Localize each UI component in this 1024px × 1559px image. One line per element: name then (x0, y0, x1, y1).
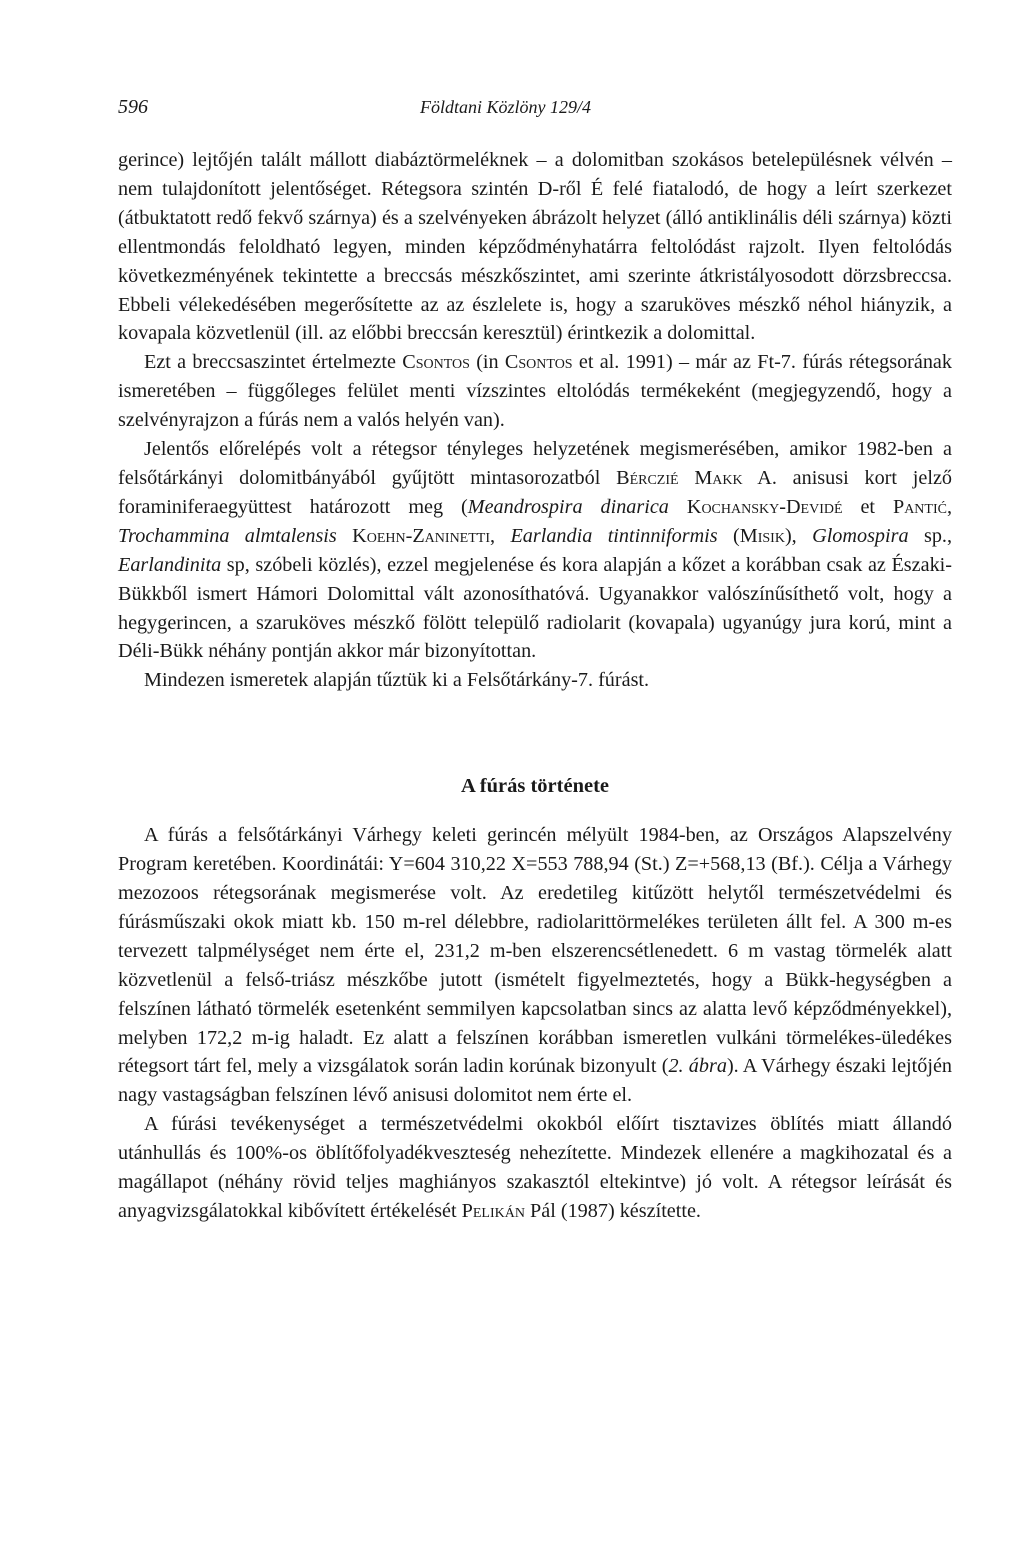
paragraph-drilling-history (118, 821, 952, 1110)
author-name: Bérczié Makk A. (616, 466, 777, 489)
paragraph-text: gerince) lejtőjén talált mállott diabáztörmeléknek – a dolomitban szokásos betelepülésnek vélvén – nem tulajdonított jelentőséget. Rétegsora szintén D-ről É felé fiatalodó, de hogy a leírt szerkezet (átbuktatott redő fekvő szárnya) és a szelvényeken ábrázolt helyzet (álló antiklinális déli szárnya) közti ellentmondás feloldható legyen, minden képződményhatárra feltolódást rajzolt. Ilyen feltolódás következményének tekintette a breccsás mészkőszintet, ami szerinte átkristályosodott dörzsbreccsa. Ebbeli vélekedésében megerősítette az az észlelete is, hogy a szaruköves mészkő néhol hiányzik, a kovapala közvetlenül (ill. az előbbi breccsán keresztül) érintkezik a dolomittal. (118, 149, 952, 345)
page (118, 96, 952, 1226)
taxon-name: Glomospira (812, 524, 909, 547)
text-run: ), (784, 524, 813, 547)
text-run: , (490, 524, 511, 547)
paragraph-drilling-conditions (118, 1110, 952, 1226)
taxon-name: Meandrospira dinarica (467, 495, 669, 518)
paragraph-conclusion (118, 666, 952, 695)
author-name: Csontos (402, 351, 470, 374)
text-run: Jelentős előrelépés volt a rétegsor tényleges helyzetének megismerésében, amikor 1982-ben a felsőtárkányi dolomitbányából gyűjtött mintasorozatból (118, 438, 952, 489)
author-name: Koehn-Zaninetti (352, 524, 490, 547)
text-run: anisusi kort jelző foraminiferaegyüttest határozott meg ( (118, 466, 952, 518)
text-run: Ezt a breccsaszintet értelmezte (144, 351, 403, 374)
text-run: A fúrás a felsőtárkányi Várhegy keleti gerincén mélyült 1984-ben, az Országos Alapszelvény Program keretében. Koordinátái: Y=604 310,22 X=553 788,94 (St.) Z=+568,13 (Bf.). Célja a Várhegy mezozoos rétegsorának megismerése volt. Az eredetileg kitűzött helytől természetvédelmi és fúrásműszaki okok miatt kb. 150 m-rel délebbre, radiolarittörmelékes területen állt fel. A 300 m-es tervezett talpmélységet nem érte el, 231,2 m-ben elszerencsétlenedett. 6 m vastag törmelék alatt közvetlenül a felső-triász mészkőbe jutott (ismételt figyelmeztetés, hogy a Bükk-hegységben a felszínen látható törmelék esetenként semmilyen kapcsolatban sincs az alatta levő képződményekkel), melyben 172,2 m-ig haladt. Ez alatt a felszínen korábban ismeretlen vulkáni törmelékes-üledékes rétegsort tárt fel, mely a vizsgálatok során ladin korúnak bizonyult ( (118, 824, 952, 1078)
author-name: Misik (739, 524, 785, 547)
text-run: et (842, 495, 893, 518)
page-number: 596 (118, 96, 148, 118)
text-run: sp, szóbeli közlés), ezzel megjelenése és kora alapján a kőzet a korábban csak az Északi-Bükkből ismert Hámori Dolomittal vált azonosíthatóvá. Ugyanakkor valószínűsíthető volt, hogy a hegygerincen, a szaruköves mészkő fölött települő radiolarit (kovapala) ugyanúgy jura korú, mint a Déli-Bükk néhány pontján akkor már bizonyítottan. (118, 553, 952, 663)
author-name: Pelikán (461, 1200, 525, 1222)
paragraph-breccia-interpretation (118, 348, 952, 435)
taxon-name: Earlandinita (118, 553, 222, 576)
taxon-name: Trochammina almtalensis (118, 524, 337, 547)
text-run: (in (469, 351, 505, 374)
author-name: Kochansky-Devidé (686, 495, 843, 518)
text-run (337, 525, 352, 547)
text-run: sp., (908, 524, 953, 547)
paragraph-continued (118, 146, 952, 348)
section-heading: A fúrás története (460, 775, 609, 798)
text-run: A fúrási tevékenységet a természetvédelmi okokból előírt tisztavizes öblítés miatt állandó utánhullás és 100%-os öblítőfolyadékveszteség nehezítette. Mindezek ellenére a magkihozatal és a magállapot (néhány rövid teljes maghiányos szakasztól eltekintve) jó volt. A rétegsor leírását és anyagvizsgálatokkal kibővített értékelését (118, 1113, 952, 1222)
text-run: et al. 1991) – már az Ft-7. fúrás rétegsorának ismeretében – függőleges felület menti vízszintes eltolódás termékeként (megjegyzendő, hogy a szelvényrajzon a fúrás nem a valós helyén van). (118, 351, 952, 432)
journal-title: Földtani Közlöny 129/4 (420, 97, 591, 117)
text-run: Pál (1987) készítette. (524, 1200, 701, 1222)
figure-reference: 2. ábra (668, 1055, 727, 1078)
taxon-name: Earlandia tintinniformis (510, 524, 718, 547)
paragraph-foraminifera (118, 435, 952, 666)
text-run: , (946, 495, 953, 518)
author-name: Pantić (892, 495, 947, 518)
paragraph-text: Mindezen ismeretek alapján tűztük ki a Felsőtárkány-7. fúrást. (144, 669, 650, 692)
body-text (118, 146, 952, 1226)
text-run: ( (717, 524, 740, 547)
running-head (118, 96, 952, 126)
text-run: ). A Várhegy északi lejtőjén nagy vastagságban felszínen lévő anisusi dolomitot nem érte el. (118, 1055, 953, 1107)
text-run (669, 496, 687, 518)
author-name: Csontos (504, 351, 573, 374)
